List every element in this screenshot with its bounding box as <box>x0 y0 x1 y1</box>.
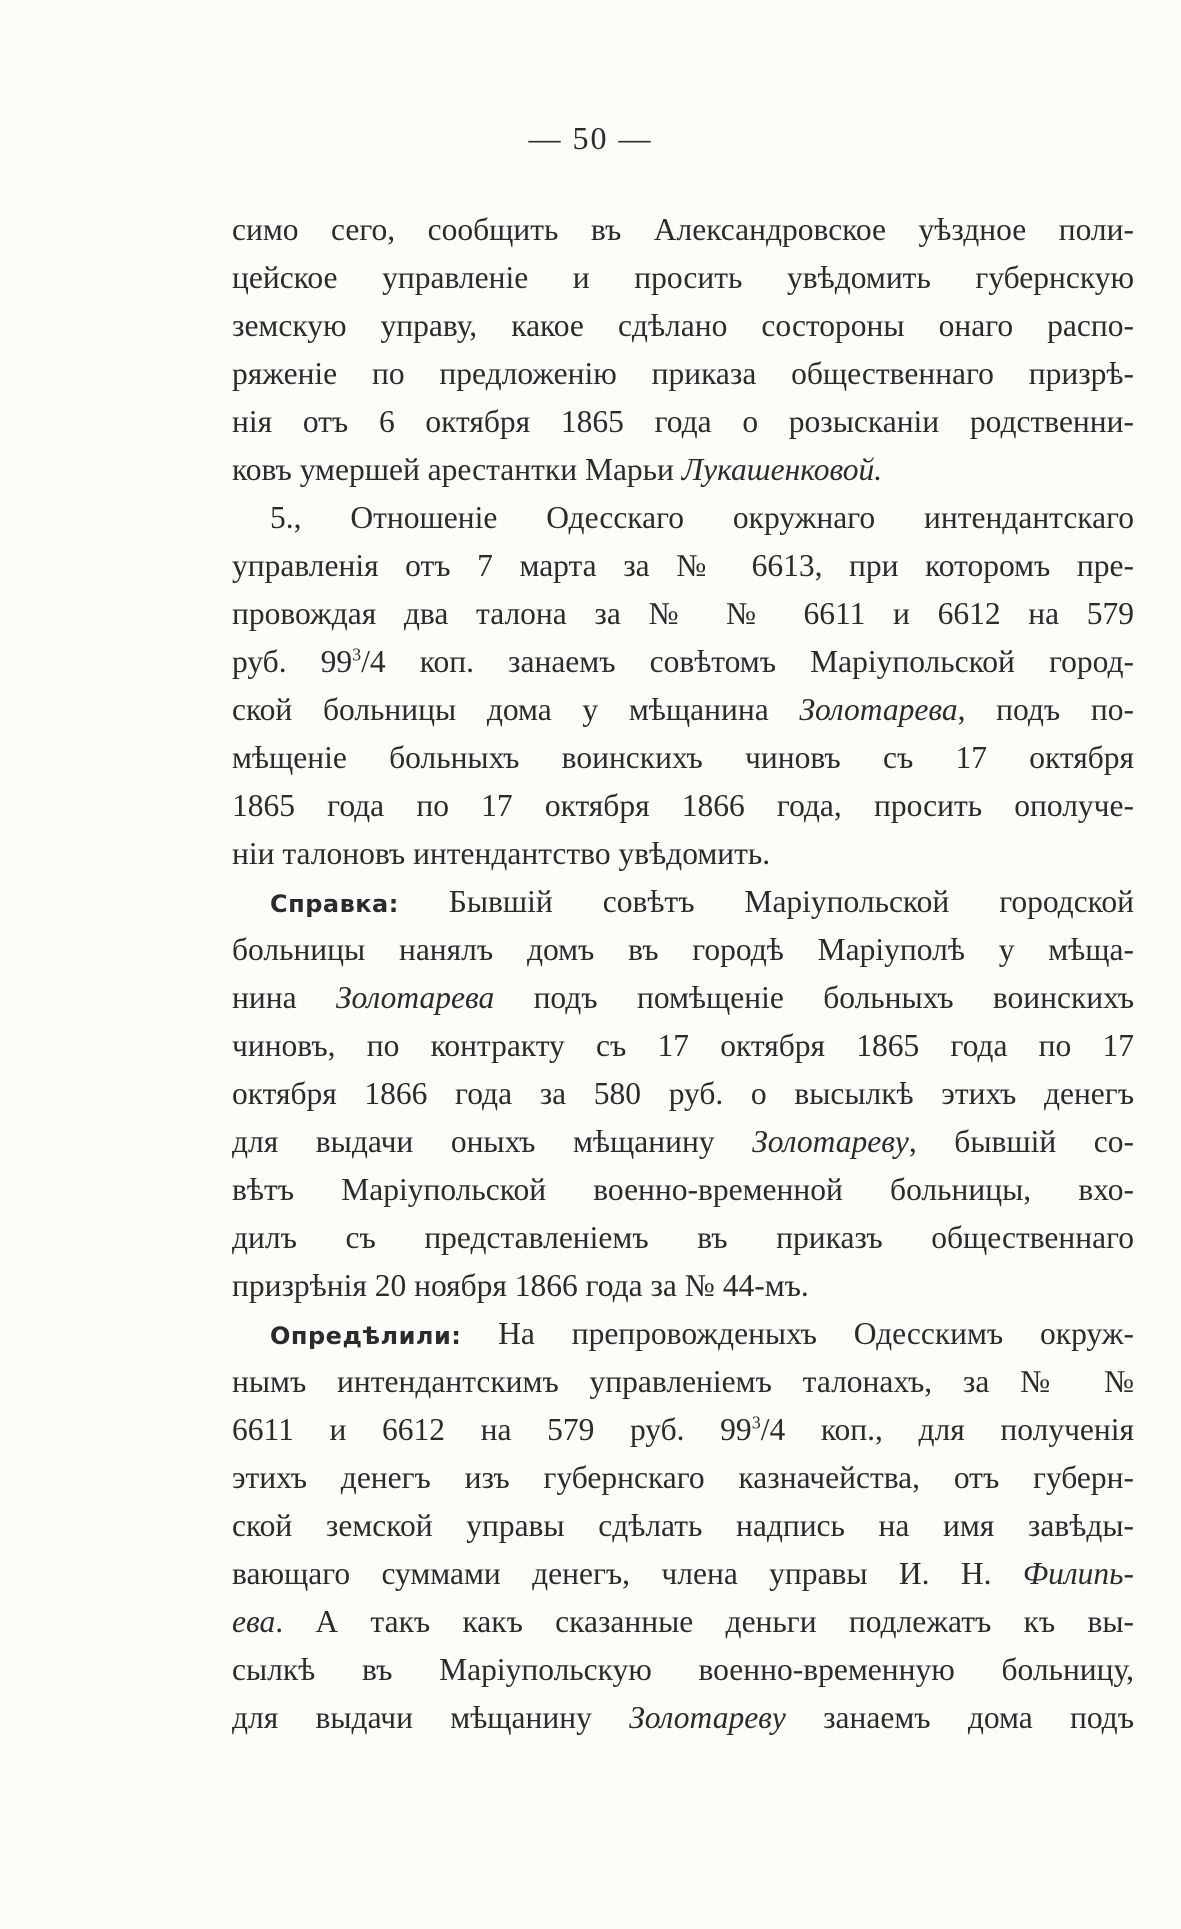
text-line: провождая два талона за № № 6611 и 6612 на 579 <box>232 596 1134 631</box>
text-line: управленія отъ 7 марта за № 6613, при которомъ пре- <box>232 548 1134 583</box>
section-label: Справка: <box>270 890 399 918</box>
text-line: больницы нанялъ домъ въ городѣ Маріуполѣ у мѣща- <box>232 932 1134 967</box>
surname-italic: Золотарева <box>335 980 495 1015</box>
text-line: призрѣнія 20 ноября 1866 года за № 44-мъ. <box>232 1268 809 1303</box>
text-line: сылкѣ въ Маріупольскую военно-временную больницу, <box>232 1652 1134 1687</box>
surname-italic: Золотарева <box>799 692 958 727</box>
text-line: дилъ съ представленіемъ въ приказъ общественнаго <box>232 1220 1134 1255</box>
text-line: 1865 года по 17 октября 1866 года, просить ополуче- <box>232 788 1134 823</box>
text-line: ской больницы дома у мѣщанина Золотарева, подъ по- <box>232 692 1134 727</box>
text-line: для выдачи мѣщанину Золотареву занаемъ дома подъ <box>232 1700 1134 1735</box>
body-text <box>232 206 1134 1742</box>
paragraph-reference <box>232 878 1134 1310</box>
paragraph-continuation <box>232 206 1134 494</box>
surname-italic: Филипь- <box>1022 1556 1134 1591</box>
surname-italic: ева <box>232 1604 276 1639</box>
paragraph-resolution <box>232 1310 1134 1742</box>
text-line: ряженіе по предложенію приказа общественнаго призрѣ- <box>232 356 1134 391</box>
text-line: Справка: Бывшій совѣтъ Маріупольской городской <box>270 884 1134 919</box>
text-line: этихъ денегъ изъ губернскаго казначейства, отъ губерн- <box>232 1460 1134 1495</box>
text-line: нымъ интендантскимъ управленіемъ талонахъ, за № № <box>232 1364 1134 1399</box>
text-line: руб. $99^3/4$ коп. занаемъ совѣтомъ Маріупольской город- <box>232 644 1134 679</box>
text-line: для выдачи оныхъ мѣщанину Золотареву, бывшій со- <box>232 1124 1134 1159</box>
text-line: земскую управу, какое сдѣлано состороны онаго распо- <box>232 308 1134 343</box>
text-line: вающаго суммами денегъ, члена управы И. Н. Филипь- <box>232 1556 1134 1591</box>
text-line: мѣщеніе больныхъ воинскихъ чиновъ съ 17 октября <box>232 740 1134 775</box>
text-line: ева. А такъ какъ сказанные деньги подлежатъ къ вы- <box>232 1604 1134 1639</box>
text-line: цейское управленіе и просить увѣдомить губернскую <box>232 260 1134 295</box>
text-line: симо сего, сообщить въ Александровское уѣздное поли- <box>232 212 1134 247</box>
text-line: октября 1866 года за 580 руб. о высылкѣ этихъ денегъ <box>232 1076 1134 1111</box>
surname-italic: Золотареву <box>629 1700 786 1735</box>
page-number: — 50 — <box>528 120 653 156</box>
text-line: 6611 и 6612 на 579 руб. $99^3/4$ коп., для полученія <box>232 1412 1134 1447</box>
text-line: ской земской управы сдѣлать надпись на имя завѣды- <box>232 1508 1134 1543</box>
text-line: ніи талоновъ интендантство увѣдомить. <box>232 836 771 871</box>
section-label: Опредѣлили: <box>270 1322 462 1350</box>
text-line: чиновъ, по контракту съ 17 октября 1865 года по 17 <box>232 1028 1134 1063</box>
text-line: 5., Отношеніе Одесскаго окружнаго интендантскаго <box>270 500 1134 535</box>
text-line: ковъ умершей арестантки Марьи Лукашенковой. <box>232 452 883 487</box>
surname-italic: Лукашенковой. <box>681 452 883 487</box>
text-line: нина Золотарева подъ помѣщеніе больныхъ воинскихъ <box>232 980 1134 1015</box>
text-line: нія отъ 6 октября 1865 года о розысканіи родственни- <box>232 404 1134 439</box>
text-line: Опредѣлили: На препровожденыхъ Одесскимъ окруж- <box>270 1316 1134 1351</box>
text-line: вѣтъ Маріупольской военно-временной больницы, вхо- <box>232 1172 1134 1207</box>
surname-italic: Золотареву <box>752 1124 909 1159</box>
paragraph-item-5 <box>232 494 1134 878</box>
